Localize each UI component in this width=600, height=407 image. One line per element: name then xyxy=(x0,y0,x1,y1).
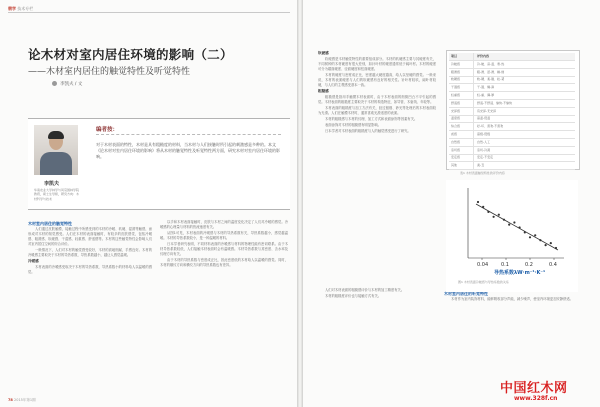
paragraph: 木材表面的冷暖感受取决于木材的导热系数，导热系数小的材料给人以温暖的感觉。 xyxy=(28,265,152,274)
table-row xyxy=(449,92,575,100)
table-row xyxy=(449,100,575,108)
paragraph: 人们对木材表面的粗糙感评价与木材的加工精度有关。 xyxy=(325,288,405,292)
paragraph: 由于木材的导热系数与密度成正比，因此密度低的木材给人以温暖的感觉。同时，木材的顺纹方向和横纹方向的导热系数也有差异。 xyxy=(160,258,288,267)
header-rule xyxy=(8,12,290,13)
paragraph: 人们通过皮肤触摸，接触过程中所感受到的木材的冷暖、软硬、湿滑等触感，而形成对木材的知觉感受。人们在木材的表面接触时，有较多的皮肤感觉，包括冷暖感、粗滑感、软硬感、干湿感、轻重感、舒适感等。木材的这些触觉特性会影响人们对室内居住空间的综合评价。 xyxy=(28,227,152,246)
table-row xyxy=(449,131,575,139)
table-row xyxy=(449,61,575,69)
table-cell: 冷-暖、凉-温、寒-热 xyxy=(477,61,505,66)
table-cell: 软硬感 xyxy=(449,76,474,83)
table-cell: 干湿感 xyxy=(449,84,474,91)
table-cell: 亲切感 xyxy=(449,147,474,154)
photo-body xyxy=(40,152,72,175)
section-heading-sound: 木材室内居住的听觉特性 xyxy=(444,291,488,296)
data-point xyxy=(524,231,526,233)
paragraph: 木材的粗糙感与木材的纹理、加工方式和表面涂饰等因素有关。 xyxy=(325,117,418,121)
right-column-1 xyxy=(318,50,436,135)
subheading-roughness: 粗糙感 xyxy=(318,89,329,93)
table-row xyxy=(449,115,575,123)
editor-note-label: 编者按： xyxy=(96,127,119,133)
author-name: 李凯夫 xyxy=(44,181,60,187)
article-author: 李凯夫 / 文 xyxy=(60,82,83,87)
editor-note-rule xyxy=(96,134,281,135)
paragraph: 表面涂饰对木材的粗糙感有明显影响。 xyxy=(325,123,382,127)
table-header-row xyxy=(449,53,575,61)
data-point xyxy=(513,221,515,223)
paragraph: 木材表面的粗糙度与加工方法有关，经过刨削、砂光等处理后的木材表面较为光滑。人们在触摸木材时，通常喜欢光滑适度的表面。 xyxy=(318,106,436,115)
table-cell: 干-湿、燥-润 xyxy=(477,85,495,90)
data-point xyxy=(503,219,505,221)
data-point xyxy=(493,216,495,218)
x-axis-label: 导热系数λW·m⁻¹·K⁻¹ xyxy=(494,270,546,276)
data-point xyxy=(545,244,547,246)
x-tick-label: 0.4 xyxy=(549,262,557,268)
article-subtitle: ——木材室内居住的触觉特性及听觉特性 xyxy=(28,67,191,77)
page-footer xyxy=(8,398,36,403)
left-column-1 xyxy=(28,220,152,276)
table-cell: 其他 xyxy=(449,162,474,169)
data-point xyxy=(508,224,510,226)
table-cell: 自然感 xyxy=(449,139,474,146)
data-point xyxy=(539,239,541,241)
table-cell: 冷暖感 xyxy=(449,61,474,68)
header-section: 翡学 xyxy=(8,6,16,11)
table-cell: 好-坏、喜欢-不喜欢 xyxy=(477,124,504,129)
author-photo xyxy=(34,125,78,175)
table-cell: 亲切-冷漠 xyxy=(477,147,491,152)
table-cell: 舒适感 xyxy=(449,100,474,107)
table-cell: 质感 xyxy=(449,131,474,138)
table-cell: 轻-重、薄-厚 xyxy=(477,93,495,97)
data-point xyxy=(477,201,479,203)
site-watermark-logo: 中国红木网 xyxy=(500,381,568,396)
header-tag: 技术专栏 xyxy=(17,6,34,11)
paragraph: 从图1可见，木材表面的冷暖感与木材的导热系数有关，导热系数越小，感觉越温暖。木材的导热系数较小，是一种温暖的材料。 xyxy=(160,231,288,240)
table-row xyxy=(449,139,575,147)
x-tick-label: 0.04 xyxy=(477,262,489,268)
table-1-caption: 表1 木材表面触觉特性的评价内容 xyxy=(460,171,505,175)
table-row xyxy=(449,84,575,92)
table-cell: 安定-不安定 xyxy=(477,155,494,160)
paragraph: 木材作为室内装饰材料，能够吸收部分声能，减少噪声，使室内环境更加安静舒适。 xyxy=(451,297,573,301)
right-column-2 xyxy=(318,288,436,300)
paragraph: 日本学者研究表明，不同材料表面的冷暖感与材料的物理性能有密切联系。由于木材导热系数较低，人们接触木材表面时会有温暖感。木材导热系数与其密度、含水率及纹理方向有关。 xyxy=(160,242,288,256)
data-point xyxy=(519,226,521,228)
table-cell: 评价内容 xyxy=(477,54,490,58)
table-cell: 高级-低级 xyxy=(477,132,491,136)
data-point xyxy=(534,234,536,236)
table-row xyxy=(449,162,575,170)
site-watermark-url: www.328f.cn xyxy=(514,395,558,402)
table-cell: 高温-低温 xyxy=(477,116,491,121)
table-cell: 有光泽-无光泽 xyxy=(477,108,497,113)
data-point xyxy=(555,247,557,249)
editor-note-text: 对于木材表面的特性，木材是具有粗糙度的材料，当木材与人们接触时所引起的刺激感是多种的。本文《论木材对室内居住环境的影响》将从木材的触觉特性及听觉特性两方面，研究木材对室内居住环境的影响。 xyxy=(96,142,280,159)
table-cell: 光泽感 xyxy=(449,108,474,115)
data-point xyxy=(550,242,552,244)
table-figure-1 xyxy=(446,50,580,170)
paragraph: 日本学者对木材表面的粗糙度与人的触觉感受进行了研究。 xyxy=(325,129,411,133)
table-row xyxy=(449,154,575,162)
paragraph: 软硬感是木材触觉特性的重要组成部分。木材的软硬感主要与其硬度有关，不同树种的木材硬度有很大差别，如针叶材的硬度通常低于阔叶材。木材的硬度可分为端面硬度、径面硬度和弦面硬度。 xyxy=(318,57,436,71)
author-icon xyxy=(52,81,57,86)
author-bio: 华南农业大学林学与风景园林学院教授，硕士生导师，研究方向：木材科学与技术 xyxy=(34,188,80,201)
paragraph: 粗糙感是指用手触摸木材表面时，由于木材表面的细微凹凸不平引起的感觉。木材表面的粗糙度主要取决于木材的构造特征，如导管、木射线、年轮等。 xyxy=(318,95,436,104)
table-cell: 美-丑 xyxy=(477,163,485,168)
data-point xyxy=(529,236,531,238)
paragraph: 以手和木材表面接触时，皮肤与木材之间的温度变化决定了人们对冷暖的感觉。冷暖感的心理量与材料的热流速度有关。 xyxy=(160,220,288,229)
page-number: 78 xyxy=(8,398,13,402)
figure-1-caption: 图1 木材表面冷暖感与导热系数的关系 xyxy=(458,280,509,284)
left-column-2 xyxy=(160,220,288,269)
table-row xyxy=(449,123,575,131)
subheading-warmth: 冷暖感 xyxy=(28,259,39,263)
table-cell: 项目 xyxy=(449,53,474,60)
table-cell: 舒适-不舒适、愉快-不愉快 xyxy=(477,100,513,105)
section-heading-touch: 木材室内居住的触觉特性 xyxy=(28,221,72,226)
table-cell: 软-硬、柔-刚、松-紧 xyxy=(477,77,505,82)
paragraph: 木材的粗糙度评价也与接触方式有关。 xyxy=(325,294,382,298)
table-cell: 粗滑感 xyxy=(449,69,474,76)
magazine-issue: 2015年第1期 xyxy=(14,398,36,402)
subheading-softness: 软硬感 xyxy=(318,51,329,55)
warmth-conductivity-plot xyxy=(446,180,578,292)
x-tick-label: 0.1 xyxy=(501,262,509,268)
table-row xyxy=(449,108,575,116)
table-cell: 综合感 xyxy=(449,123,474,130)
data-point xyxy=(482,206,484,208)
table-row xyxy=(449,76,575,84)
table-row xyxy=(449,147,575,155)
table-cell: 粗-滑、涩-滑、糙-细 xyxy=(477,69,505,74)
x-tick-label: 0.2 xyxy=(525,262,533,268)
table-cell: 自然-人工 xyxy=(477,139,491,144)
paragraph: 一般情况下，人们对木材的触觉感受较好，木材的质地细腻，手感良好。木材的冷暖感主要取决于木材的导热系数，导热系数越小，越让人感觉温暖。 xyxy=(28,248,152,257)
photo-hair xyxy=(48,131,64,139)
data-point xyxy=(487,211,489,213)
table-cell: 安定感 xyxy=(449,154,474,161)
article-title: 论木材对室内居住环境的影响（二） xyxy=(28,47,233,62)
table-row xyxy=(449,69,575,77)
table-cell: 温度感 xyxy=(449,115,474,122)
table-cell: 轻重感 xyxy=(449,92,474,99)
data-point xyxy=(498,214,500,216)
paragraph: 木材的硬度与密度成正比，密度越大硬度越高，给人以坚硬的感觉。一般来说，木材的表面硬度与人们的软硬感有良好的相关性。针叶材较软，阔叶材较硬，与人们的主观感受基本一致。 xyxy=(318,73,436,87)
